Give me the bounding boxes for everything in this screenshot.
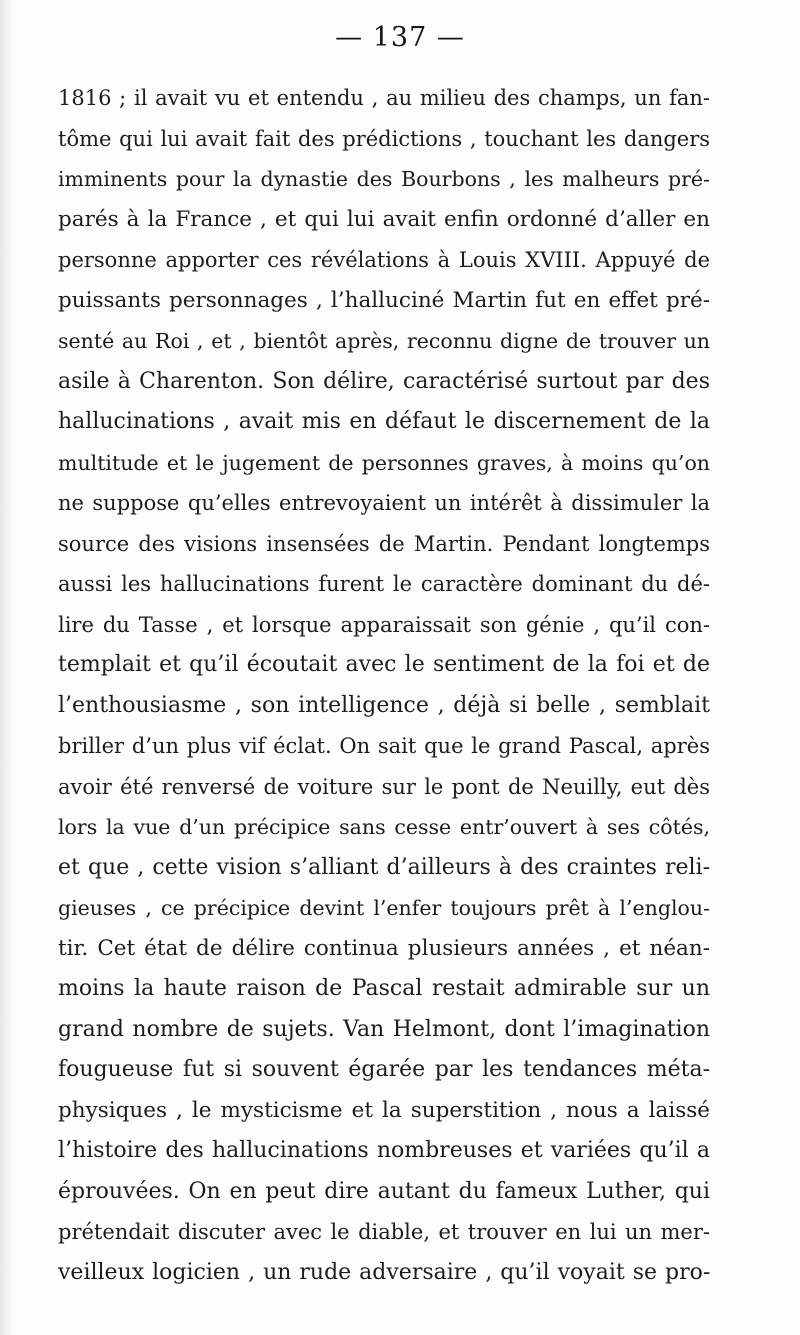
text-line: physiques , le mysticisme et la superstition , nous a laissé bbox=[58, 1097, 710, 1123]
text-line: 1816 ; il avait vu et entendu , au milieu des champs, un fan- bbox=[58, 86, 710, 110]
text-line: briller d’un plus vif éclat. On sait que le grand Pascal, après bbox=[58, 734, 710, 758]
body-text bbox=[58, 78, 710, 1293]
page-edge-shadow bbox=[0, 0, 14, 1335]
text-line: imminents pour la dynastie des Bourbons , les malheurs pré- bbox=[58, 167, 710, 191]
text-line: l’enthousiasme , son intelligence , déjà si belle , semblait bbox=[58, 692, 710, 718]
text-line: puissants personnages , l’halluciné Martin fut en effet pré- bbox=[58, 287, 710, 313]
page-number-header: — 137 — bbox=[335, 22, 465, 53]
text-line: grand nombre de sujets. Van Helmont, dont l’imagination bbox=[58, 1016, 710, 1042]
text-line: templait et qu’il écoutait avec le sentiment de la foi et de bbox=[58, 652, 710, 677]
text-line: l’histoire des hallucinations nombreuses et variées qu’il a bbox=[58, 1138, 710, 1163]
text-line: fougueuse fut si souvent égarée par les tendances méta- bbox=[58, 1057, 710, 1082]
text-line: aussi les hallucinations furent le caractère dominant du dé- bbox=[58, 572, 710, 596]
text-line: senté au Roi , et , bientôt après, reconnu digne de trouver un bbox=[58, 329, 710, 353]
text-line: personne apporter ces révélations à Louis XVIII. Appuyé de bbox=[58, 248, 710, 272]
text-line: tôme qui lui avait fait des prédictions , touchant les dangers bbox=[58, 126, 711, 151]
text-line: moins la haute raison de Pascal restait admirable sur un bbox=[58, 976, 710, 1001]
text-line: lors la vue d’un précipice sans cesse entr’ouvert à ses côtés, bbox=[58, 815, 710, 839]
text-line: parés à la France , et qui lui avait enfin ordonné d’aller en bbox=[58, 206, 710, 232]
text-line: source des visions insensées de Martin. Pendant longtemps bbox=[58, 531, 710, 556]
text-line: gieuses , ce précipice devint l’enfer toujours prêt à l’englou- bbox=[58, 896, 710, 920]
text-line: et que , cette vision s’alliant d’ailleurs à des craintes reli- bbox=[58, 854, 710, 880]
text-line: prétendait discuter avec le diable, et trouver en lui un mer- bbox=[58, 1220, 710, 1244]
text-line: hallucinations , avait mis en défaut le discernement de la bbox=[58, 409, 710, 434]
text-line: éprouvées. On en peut dire autant du fameux Luther, qui bbox=[58, 1178, 710, 1204]
text-line: veilleux logicien , un rude adversaire , qu’il voyait se pro- bbox=[58, 1259, 711, 1285]
text-line: avoir été renversé de voiture sur le pont de Neuilly, eut dès bbox=[58, 774, 710, 799]
text-line: tir. Cet état de délire continua plusieurs années , et néan- bbox=[58, 935, 710, 961]
text-line: asile à Charenton. Son délire, caractérisé surtout par des bbox=[58, 368, 710, 394]
text-line: lire du Tasse , et lorsque apparaissait son génie , qu’il con- bbox=[58, 612, 710, 637]
text-line: multitude et le jugement de personnes graves, à moins qu’on bbox=[58, 450, 710, 475]
text-line: ne suppose qu’elles entrevoyaient un intérêt à dissimuler la bbox=[58, 491, 710, 515]
